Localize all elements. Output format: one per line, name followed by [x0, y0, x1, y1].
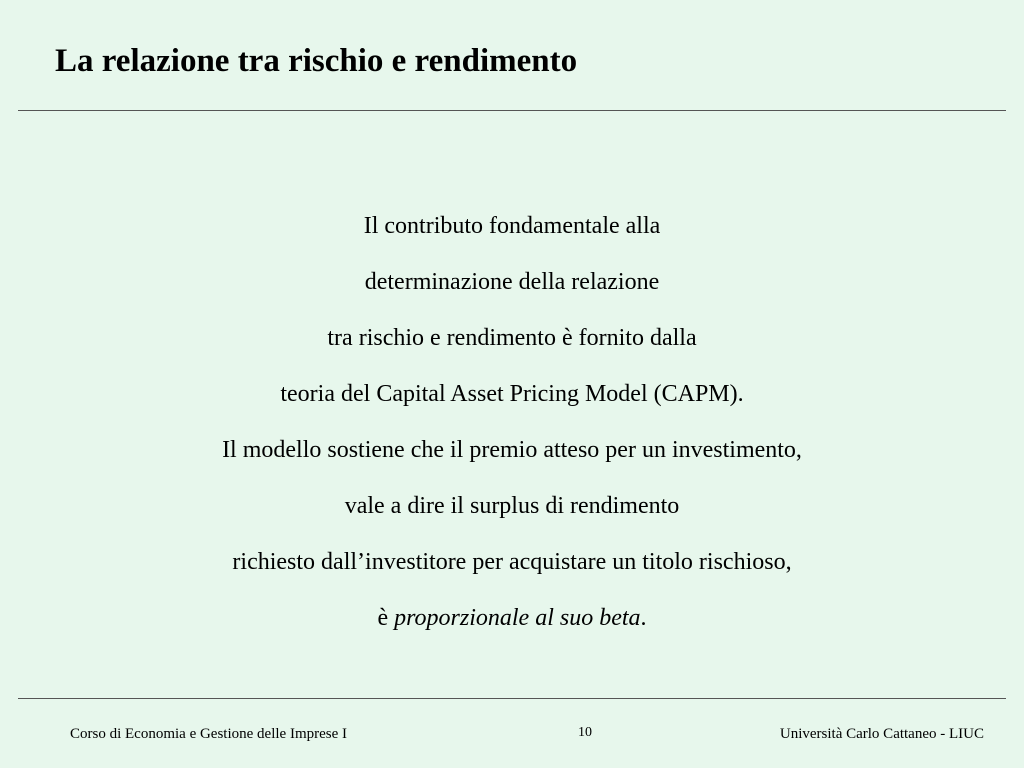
conclusion-suffix: . [640, 605, 647, 631]
title-divider [18, 110, 1006, 111]
conclusion-prefix: è [377, 605, 395, 631]
body-line: Il modello sostiene che il premio atteso per un investimento, [222, 437, 802, 463]
conclusion-emphasis: proporzionale al suo beta [394, 605, 641, 631]
slide-title: La relazione tra rischio e rendimento [55, 43, 578, 79]
body-line: Il contributo fondamentale alla [363, 213, 661, 239]
body-line: richiesto dall’investitore per acquistare un titolo rischioso, [232, 549, 792, 575]
body-line: determinazione della relazione [364, 269, 660, 295]
body-line: vale a dire il surplus di rendimento [344, 493, 680, 519]
footer-university: Università Carlo Cattaneo - LIUC [779, 726, 984, 742]
footer-page-number: 10 [578, 725, 592, 740]
footer-course: Corso di Economia e Gestione delle Imprese I [70, 726, 348, 742]
slide-body [0, 206, 1024, 654]
footer-divider [18, 698, 1006, 699]
body-line: tra rischio e rendimento è fornito dalla [327, 325, 697, 351]
body-line-conclusion [0, 598, 1024, 654]
body-line: teoria del Capital Asset Pricing Model (CAPM). [280, 381, 744, 407]
